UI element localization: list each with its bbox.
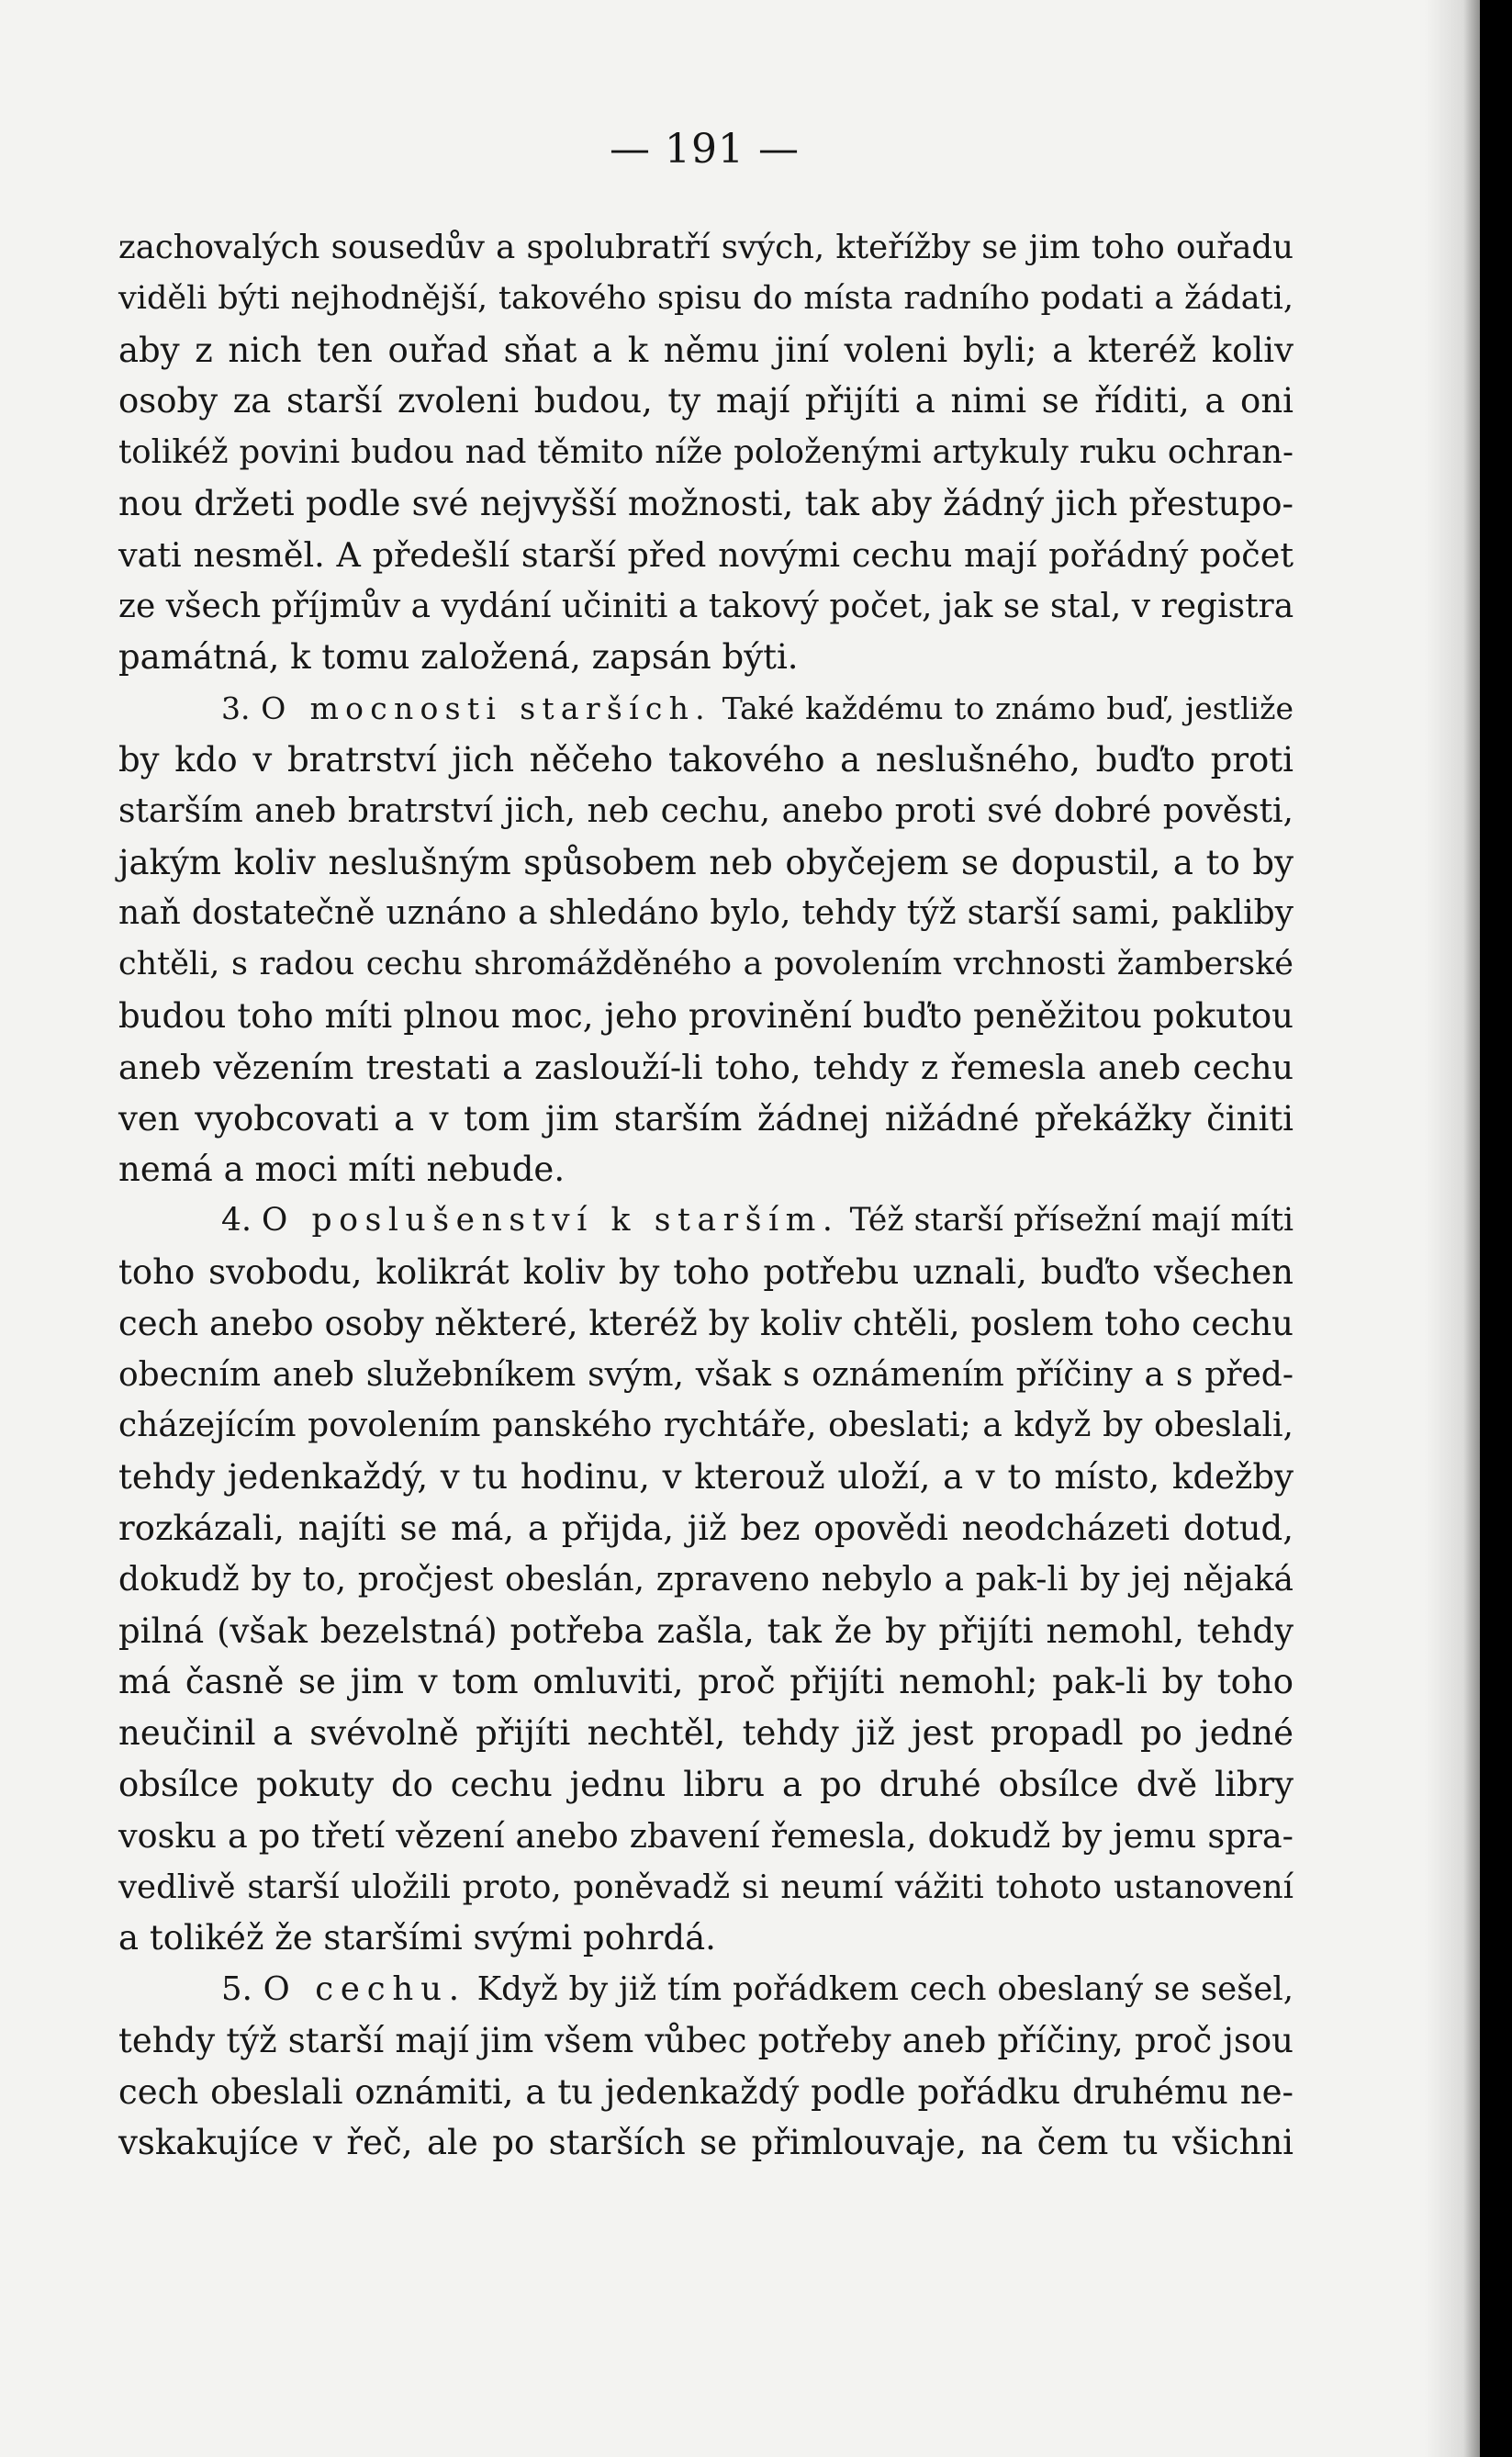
text-line: obsílce pokuty do cechu jednu libru a po druhé obsílce dvě libry [118, 1764, 1294, 1804]
section-heading-line [118, 683, 1294, 735]
text-line: a tolikéž že staršími svými pohrdá. [118, 1918, 716, 1958]
text-line: cházejícím povolením panského rychtáře, obeslati; a když by obeslali, [118, 1407, 1294, 1445]
text-line: aneb vězením trestati a zaslouží-li toho, tehdy z řemesla aneb cechu [118, 1047, 1294, 1087]
text-line: ze všech příjmův a vydání učiniti a takový počet, jak se stal, v registra [118, 587, 1294, 625]
text-line: cech anebo osoby některé, kteréž by koliv chtěli, poslem toho cechu [118, 1303, 1294, 1343]
page-number: — 191 — [610, 126, 800, 173]
text-line: rozkázali, najíti se má, a přijda, již bez opovědi neodcházeti dotud, [118, 1508, 1294, 1548]
section-heading-line [118, 1964, 1294, 2015]
section-number: 3. [221, 690, 251, 727]
text-line: nemá a moci míti nebude. [118, 1150, 566, 1190]
text-line: vati nesměl. A předešlí starší před novými cechu mají pořádný počet [118, 534, 1294, 575]
text-line: pilná (však bezelstná) potřeba zašla, tak že by přijíti nemohl, tehdy [118, 1610, 1294, 1651]
text-line: dokudž by to, pročjest obeslán, zpraveno nebylo a pak-li by jej nějaká [118, 1560, 1294, 1599]
text-line: by kdo v bratrství jich něčeho takového a neslušného, buďto proti [118, 739, 1294, 780]
section-text: Též starší přísežní mají míti [849, 1202, 1294, 1240]
section-title: O mocnosti starších. [261, 690, 711, 727]
section-number: 4. [221, 1202, 252, 1240]
section-title: O cechu. [263, 1970, 466, 2009]
body-text [118, 222, 1294, 2169]
text-line: památná, k tomu založená, zapsán býti. [118, 637, 799, 678]
page-edge-shadow [1425, 0, 1480, 2457]
section-number: 5. [221, 1970, 252, 2009]
text-line: tolikéž povini budou nad těmito níže položenými artykuly ruku ochran- [118, 433, 1294, 472]
text-line: má časně se jim v tom omluviti, proč přijíti nemohl; pak-li by toho [118, 1662, 1294, 1702]
text-line: toho svobodu, kolikrát koliv by toho potřebu uznali, buďto všechen [118, 1251, 1294, 1292]
section-heading-line [118, 1195, 1294, 1247]
section-text: Také každému to známo buď, jestliže [722, 690, 1294, 727]
section-text: Když by již tím pořádkem cech obeslaný se sešel, [476, 1970, 1294, 2009]
text-line: jakým koliv neslušným spůsobem neb obyčejem se dopustil, a to by [118, 842, 1294, 882]
text-line: starším aneb bratrství jich, neb cechu, anebo proti své dobré pověsti, [118, 791, 1294, 830]
text-line: zachovalých sousedův a spolubratří svých, kteřížby se jim toho ouřadu [118, 229, 1294, 266]
text-line: budou toho míti plnou moc, jeho provinění buďto peněžitou pokutou [118, 995, 1294, 1036]
text-line: tehdy týž starší mají jim všem vůbec potřeby aneb příčiny, proč jsou [118, 2020, 1294, 2060]
text-line: neučinil a svévolně přijíti nechtěl, tehdy již jest propadl po jedné [118, 1713, 1294, 1754]
text-line: vosku a po třetí vězení anebo zbavení řemesla, dokudž by jemu spra- [118, 1815, 1294, 1856]
text-line: chtěli, s radou cechu shromážděného a povolením vrchnosti žamberské [118, 946, 1294, 983]
text-line: ven vyobcovati a v tom jim starším žádnej nižádné překážky činiti [118, 1098, 1294, 1139]
text-line: nou držeti podle své nejvyšší možnosti, tak aby žádný jich přestupo- [118, 483, 1294, 523]
text-line: viděli býti nejhodnější, takového spisu do místa radního podati a žádati, [118, 279, 1294, 317]
text-line: obecním aneb služebníkem svým, však s oznámením příčiny a s před- [118, 1355, 1294, 1394]
text-line: vskakujíce v řeč, ale po starších se přimlouvaje, na čem tu všichni [118, 2123, 1294, 2163]
text-line: aby z nich ten ouřad sňat a k němu jiní voleni byli; a kteréž koliv [118, 330, 1294, 370]
section-title: O poslušenství k starším. [262, 1202, 840, 1240]
text-line: cech obeslali oznámiti, a tu jedenkaždý podle pořádku druhému ne- [118, 2071, 1294, 2112]
text-line: tehdy jedenkaždý, v tu hodinu, v kterouž uloží, a v to místo, kdežby [118, 1457, 1294, 1498]
text-line: naň dostatečně uznáno a shledáno bylo, tehdy týž starší sami, pakliby [118, 894, 1294, 933]
text-line: osoby za starší zvoleni budou, ty mají přijíti a nimi se říditi, a oni [118, 381, 1294, 421]
text-line: vedlivě starší uložili proto, poněvadž si neumí vážiti tohoto ustanovení [118, 1868, 1294, 1906]
